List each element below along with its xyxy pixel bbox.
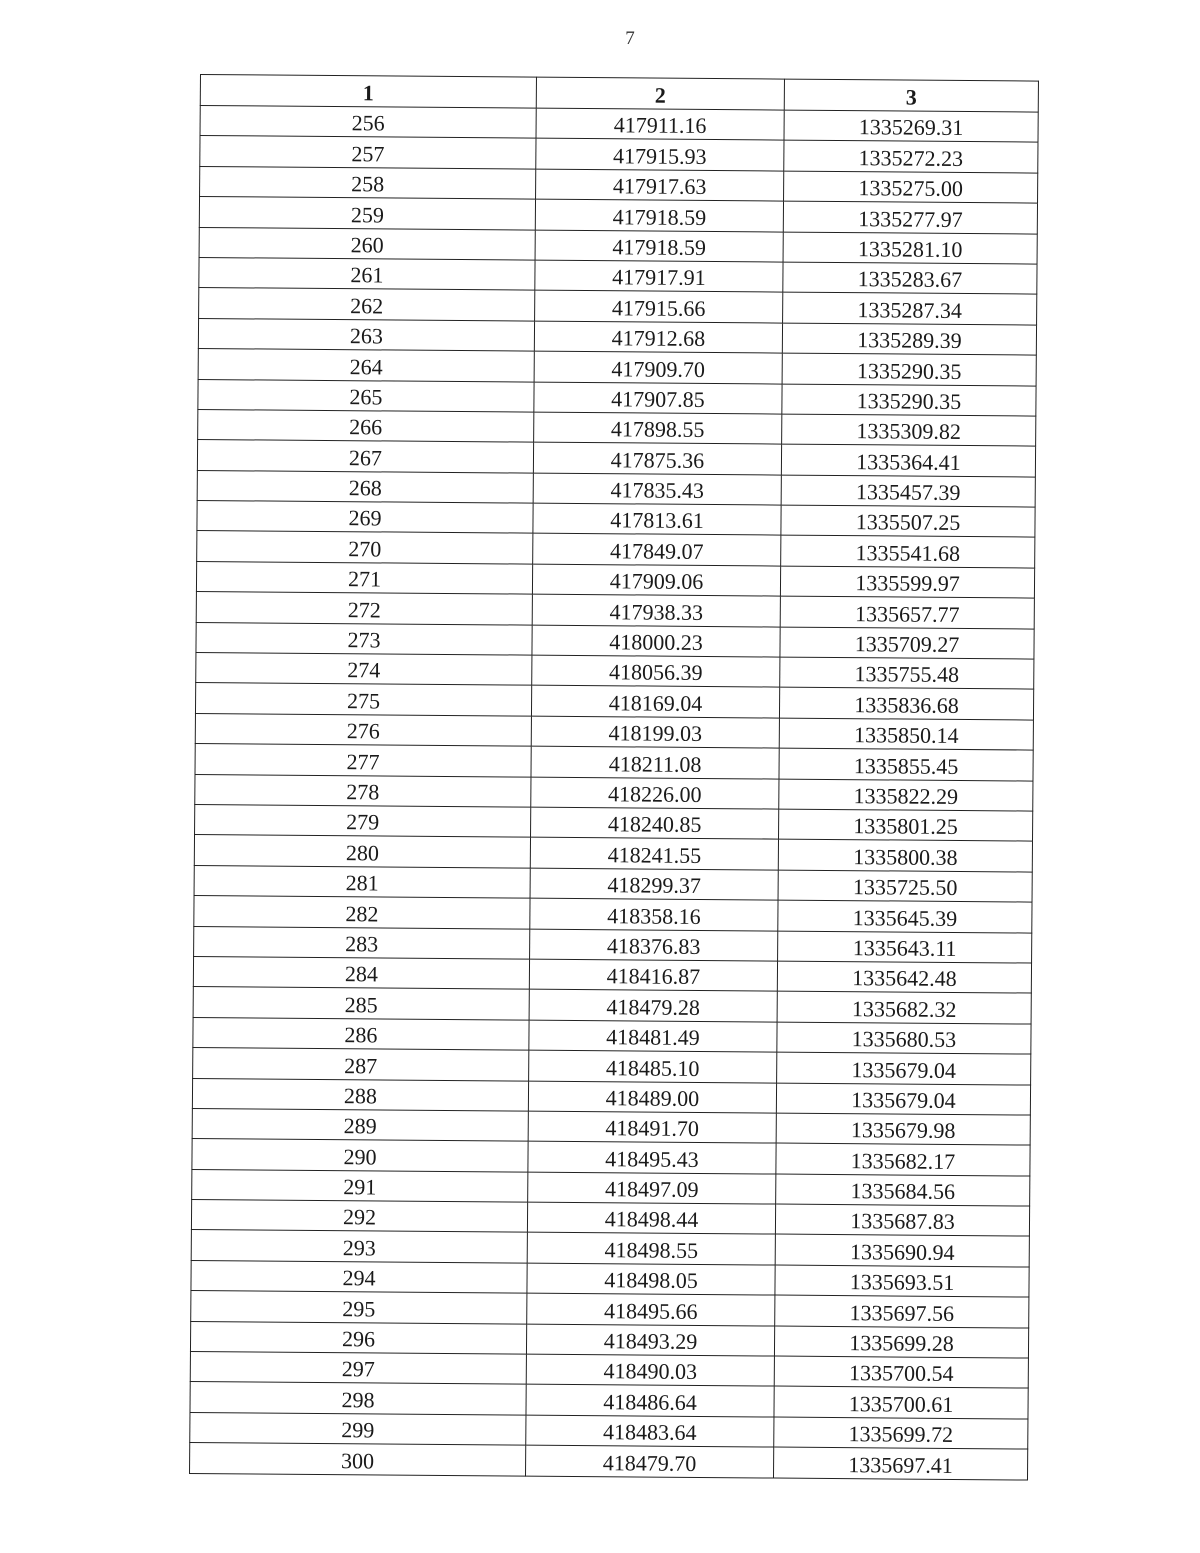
y-coordinate-cell: 1335643.11 — [778, 931, 1032, 963]
point-number-cell: 291 — [192, 1169, 528, 1202]
point-number-cell: 287 — [193, 1048, 529, 1081]
point-number-cell: 263 — [198, 318, 534, 351]
x-coordinate-cell: 418497.09 — [528, 1172, 776, 1204]
y-coordinate-cell: 1335725.50 — [778, 870, 1032, 902]
y-coordinate-cell: 1335690.94 — [775, 1235, 1029, 1267]
x-coordinate-cell: 418490.03 — [526, 1354, 774, 1386]
y-coordinate-cell: 1335687.83 — [775, 1204, 1029, 1236]
x-coordinate-cell: 417898.55 — [534, 412, 782, 444]
y-coordinate-cell: 1335277.97 — [783, 201, 1037, 233]
y-coordinate-cell: 1335272.23 — [784, 140, 1038, 172]
y-coordinate-cell: 1335275.00 — [784, 171, 1038, 203]
x-coordinate-cell: 418483.64 — [526, 1415, 774, 1447]
x-coordinate-cell: 417917.63 — [536, 169, 784, 201]
y-coordinate-cell: 1335680.53 — [777, 1022, 1031, 1054]
point-number-cell: 282 — [194, 896, 530, 929]
x-coordinate-cell: 418211.08 — [531, 746, 779, 778]
point-number-cell: 298 — [190, 1382, 526, 1415]
y-coordinate-cell: 1335682.32 — [777, 991, 1031, 1023]
point-number-cell: 261 — [199, 257, 535, 290]
y-coordinate-cell: 1335679.04 — [777, 1052, 1031, 1084]
y-coordinate-cell: 1335364.41 — [781, 444, 1035, 476]
y-coordinate-cell: 1335290.35 — [782, 384, 1036, 416]
point-number-cell: 297 — [190, 1351, 526, 1384]
y-coordinate-cell: 1335645.39 — [778, 900, 1032, 932]
y-coordinate-cell: 1335822.29 — [779, 779, 1033, 811]
y-coordinate-cell: 1335697.56 — [775, 1295, 1029, 1327]
x-coordinate-cell: 418486.64 — [526, 1385, 774, 1417]
y-coordinate-cell: 1335281.10 — [783, 232, 1037, 264]
x-coordinate-cell: 418169.04 — [531, 686, 779, 718]
point-number-cell: 292 — [191, 1200, 527, 1233]
y-coordinate-cell: 1335541.68 — [781, 536, 1035, 568]
y-coordinate-cell: 1335679.98 — [776, 1113, 1030, 1145]
y-coordinate-cell: 1335699.28 — [774, 1326, 1028, 1358]
point-number-cell: 277 — [195, 744, 531, 777]
y-coordinate-cell: 1335289.39 — [782, 323, 1036, 355]
x-coordinate-cell: 418479.28 — [529, 989, 777, 1021]
y-coordinate-cell: 1335836.68 — [779, 687, 1033, 719]
x-coordinate-cell: 418299.37 — [530, 868, 778, 900]
x-coordinate-cell: 417813.61 — [533, 503, 781, 535]
y-coordinate-cell: 1335599.97 — [780, 566, 1034, 598]
x-coordinate-cell: 417912.68 — [534, 321, 782, 353]
x-coordinate-cell: 418495.43 — [528, 1141, 776, 1173]
y-coordinate-cell: 1335642.48 — [777, 961, 1031, 993]
x-coordinate-cell: 418498.44 — [527, 1202, 775, 1234]
y-coordinate-cell: 1335700.54 — [774, 1356, 1028, 1388]
y-coordinate-cell: 1335657.77 — [780, 596, 1034, 628]
x-coordinate-cell: 418056.39 — [532, 655, 780, 687]
y-coordinate-cell: 1335700.61 — [774, 1386, 1028, 1418]
y-coordinate-cell: 1335800.38 — [778, 839, 1032, 871]
x-coordinate-cell: 418495.66 — [527, 1293, 775, 1325]
x-coordinate-cell: 417849.07 — [533, 534, 781, 566]
point-number-cell: 268 — [197, 470, 533, 503]
x-coordinate-cell: 418376.83 — [530, 929, 778, 961]
point-number-cell: 283 — [194, 926, 530, 959]
point-number-cell: 294 — [191, 1260, 527, 1293]
x-coordinate-cell: 417918.59 — [535, 199, 783, 231]
x-coordinate-cell: 418226.00 — [531, 777, 779, 809]
page-number: 7 — [625, 28, 635, 49]
x-coordinate-cell: 418498.05 — [527, 1263, 775, 1295]
x-coordinate-cell: 417907.85 — [534, 382, 782, 414]
x-coordinate-cell: 418000.23 — [532, 625, 780, 657]
x-coordinate-cell: 417909.70 — [534, 351, 782, 383]
point-number-cell: 266 — [198, 409, 534, 442]
point-number-cell: 290 — [192, 1139, 528, 1172]
y-coordinate-cell: 1335697.41 — [773, 1447, 1027, 1479]
point-number-cell: 271 — [196, 561, 532, 594]
point-number-cell: 260 — [199, 227, 535, 260]
y-coordinate-cell: 1335679.04 — [776, 1083, 1030, 1115]
point-number-cell: 267 — [197, 440, 533, 473]
point-number-cell: 296 — [190, 1321, 526, 1354]
x-coordinate-cell: 417911.16 — [536, 108, 784, 140]
point-number-cell: 285 — [193, 987, 529, 1020]
coordinates-table — [189, 74, 1039, 1480]
point-number-cell: 280 — [194, 835, 530, 868]
x-coordinate-cell: 418489.00 — [528, 1081, 776, 1113]
point-number-cell: 299 — [190, 1412, 526, 1445]
column-header-3: 3 — [784, 79, 1038, 112]
x-coordinate-cell: 418491.70 — [528, 1111, 776, 1143]
x-coordinate-cell: 417915.66 — [535, 290, 783, 322]
y-coordinate-cell: 1335709.27 — [780, 627, 1034, 659]
column-header-1: 1 — [200, 75, 536, 109]
table-body — [190, 106, 1039, 1480]
y-coordinate-cell: 1335855.45 — [779, 748, 1033, 780]
x-coordinate-cell: 418358.16 — [530, 898, 778, 930]
x-coordinate-cell: 418479.70 — [526, 1445, 774, 1477]
point-number-cell: 264 — [198, 349, 534, 382]
y-coordinate-cell: 1335693.51 — [775, 1265, 1029, 1297]
x-coordinate-cell: 417938.33 — [532, 594, 780, 626]
x-coordinate-cell: 418416.87 — [529, 959, 777, 991]
x-coordinate-cell: 418199.03 — [531, 716, 779, 748]
column-header-2: 2 — [536, 77, 784, 110]
table-row — [190, 1443, 1028, 1480]
coordinates-table-container — [189, 74, 1038, 1480]
point-number-cell: 272 — [196, 592, 532, 625]
y-coordinate-cell: 1335290.35 — [782, 353, 1036, 385]
point-number-cell: 289 — [192, 1108, 528, 1141]
y-coordinate-cell: 1335283.67 — [783, 262, 1037, 294]
x-coordinate-cell: 418481.49 — [529, 1020, 777, 1052]
x-coordinate-cell: 417835.43 — [533, 473, 781, 505]
y-coordinate-cell: 1335699.72 — [774, 1417, 1028, 1449]
point-number-cell: 270 — [197, 531, 533, 564]
point-number-cell: 281 — [194, 865, 530, 898]
point-number-cell: 293 — [191, 1230, 527, 1263]
x-coordinate-cell: 417918.59 — [535, 230, 783, 262]
x-coordinate-cell: 418240.85 — [531, 807, 779, 839]
point-number-cell: 262 — [199, 288, 535, 321]
y-coordinate-cell: 1335309.82 — [782, 414, 1036, 446]
x-coordinate-cell: 418498.55 — [527, 1233, 775, 1265]
point-number-cell: 269 — [197, 501, 533, 534]
point-number-cell: 265 — [198, 379, 534, 412]
point-number-cell: 259 — [199, 197, 535, 230]
point-number-cell: 258 — [200, 166, 536, 199]
y-coordinate-cell: 1335850.14 — [779, 718, 1033, 750]
y-coordinate-cell: 1335755.48 — [780, 657, 1034, 689]
y-coordinate-cell: 1335682.17 — [776, 1143, 1030, 1175]
x-coordinate-cell: 418241.55 — [530, 837, 778, 869]
x-coordinate-cell: 417875.36 — [533, 442, 781, 474]
point-number-cell: 288 — [192, 1078, 528, 1111]
y-coordinate-cell: 1335684.56 — [776, 1174, 1030, 1206]
point-number-cell: 276 — [195, 713, 531, 746]
point-number-cell: 274 — [196, 653, 532, 686]
point-number-cell: 257 — [200, 136, 536, 169]
point-number-cell: 275 — [195, 683, 531, 716]
point-number-cell: 279 — [195, 804, 531, 837]
x-coordinate-cell: 417909.06 — [532, 564, 780, 596]
y-coordinate-cell: 1335269.31 — [784, 110, 1038, 142]
point-number-cell: 295 — [191, 1291, 527, 1324]
point-number-cell: 273 — [196, 622, 532, 655]
x-coordinate-cell: 418493.29 — [526, 1324, 774, 1356]
x-coordinate-cell: 417915.93 — [536, 139, 784, 171]
point-number-cell: 300 — [190, 1443, 526, 1476]
point-number-cell: 286 — [193, 1017, 529, 1050]
point-number-cell: 256 — [200, 106, 536, 139]
y-coordinate-cell: 1335287.34 — [783, 292, 1037, 324]
x-coordinate-cell: 417917.91 — [535, 260, 783, 292]
y-coordinate-cell: 1335507.25 — [781, 505, 1035, 537]
x-coordinate-cell: 418485.10 — [529, 1050, 777, 1082]
y-coordinate-cell: 1335801.25 — [779, 809, 1033, 841]
y-coordinate-cell: 1335457.39 — [781, 475, 1035, 507]
point-number-cell: 284 — [193, 956, 529, 989]
point-number-cell: 278 — [195, 774, 531, 807]
